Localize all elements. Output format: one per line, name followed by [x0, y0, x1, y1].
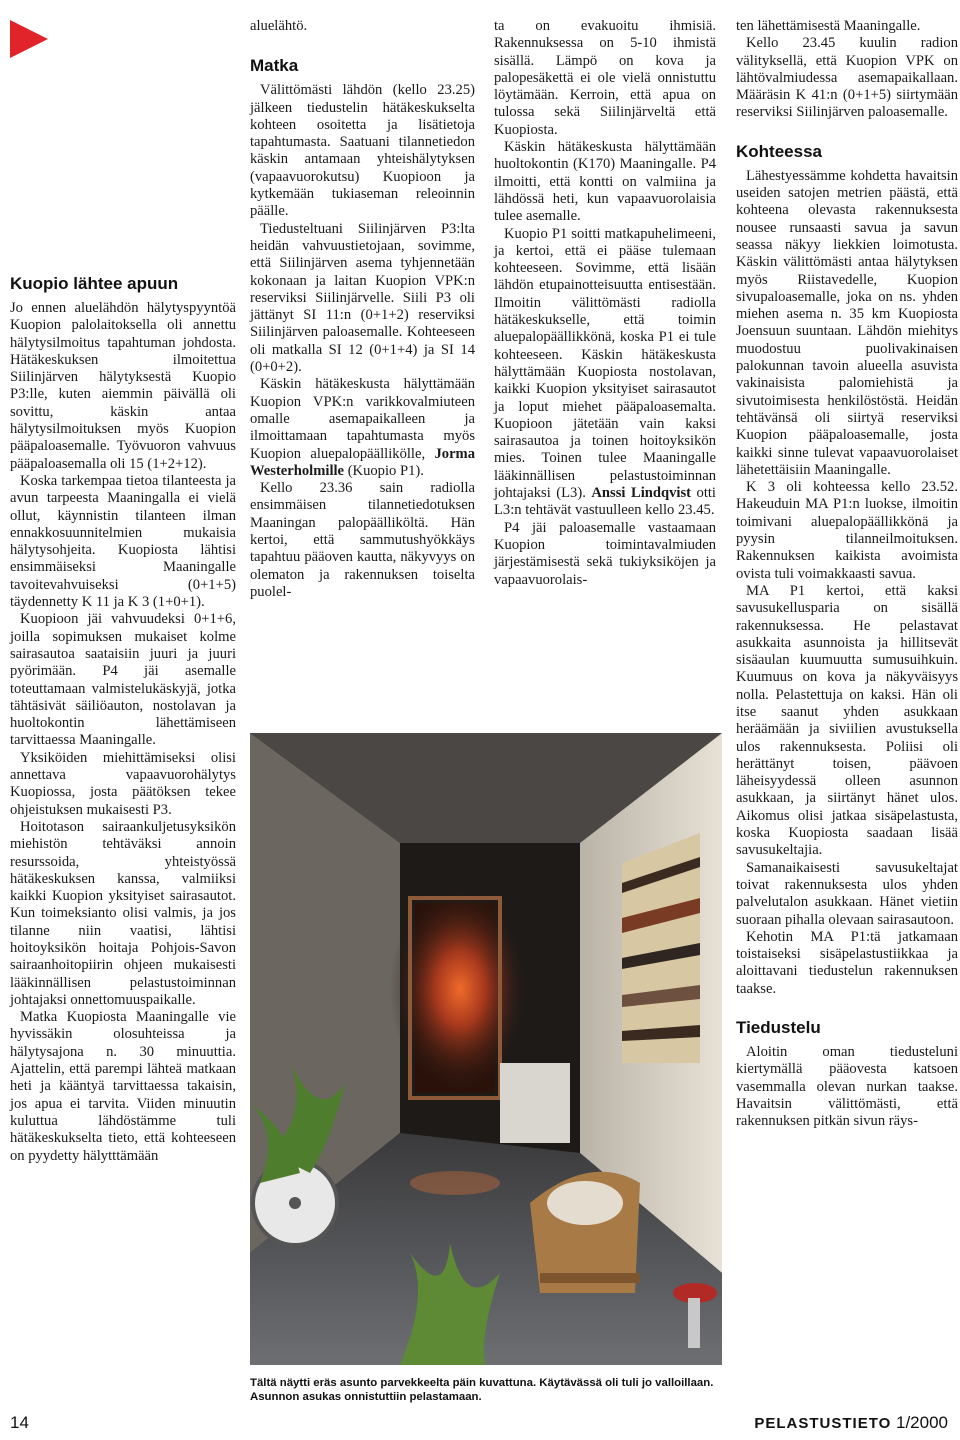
column-4 [736, 18, 958, 1131]
paragraph: Käskin hätäkeskusta hälyttämään huoltokontin (K170) Maaningalle. P4 ilmoitti, että kontti on valmiina ja lähdössä heti, kun vapaavuorolaisia tulee asemalle. [494, 139, 716, 225]
paragraph: aluelähtö. [250, 18, 308, 34]
paragraph: ten lähettämisestä Maaningalle. [736, 18, 921, 34]
photo-illustration [250, 733, 722, 1365]
fire-apartment-photo [250, 733, 722, 1365]
paragraph: Kuopioon jäi vahvuudeksi 0+1+6, joilla sopimuksen mukaiset kolme sairasautoa saataisiin juuri ja juuri pyörimään. P4 jäi asemalle toteuttamaan valmistelukäskyjä, jotka tähtäsivät säiliöauton, nostolavan ja huoltokontin lähettämiseen tarvittaessa Maaningalle. [10, 611, 236, 749]
paragraph: Yksiköiden miehittämiseksi olisi annettava vapaavuorohälytys Kuopiossa, josta päätöksen tekee ohjeistuksen mukaisesti P3. [10, 749, 236, 818]
paragraph: Aloitin oman tiedusteluni kiertymällä pääovesta katsoen vasemmalla olevan nurkan taakse. Havaitsin välittömästi, että rakennuksen pitkän sivun räys- [736, 1044, 958, 1130]
column-3 [494, 18, 716, 589]
heading-kohteessa: Kohteessa [736, 141, 822, 161]
paragraph: K 3 oli kohteessa kello 23.52. Hakeuduin MA P1:n luokse, ilmoitin toimivani aluepalopäällikkönä ja pyysin tilanneilmoituksen. Rakennuksen kaikista avoimista ovista tuli voimakkaasti savua. [736, 479, 958, 582]
person-name: Anssi Lindqvist [591, 485, 691, 502]
paragraph: Jo ennen aluelähdön hälytyspyyntöä Kuopion palolaitoksella oli annettu hälytysilmoitus tapahtuman johdosta. Hätäkeskuksen ilmoitettua Siilinjärven hälytyksestä Kuopio P3:lle, kuten aiemmin päivällä oli sovittu, käskin antaa hälytysilmoituksen myös Kuopion pääpaloasemalle. Työvuoron vahvuus pääpaloasemalla oli 15 (1+2+12). [10, 300, 236, 472]
heading-kuopio-lahtee-apuun: Kuopio lähtee apuun [10, 274, 179, 293]
text: (Kuopio P1). [347, 462, 424, 479]
dish-center [289, 1197, 301, 1209]
photo-caption: Tältä näytti eräs asunto parvekkeelta päin kuvattuna. Käytävässä oli tuli jo valloillaan. Asunnon asukas onnistuttiin pelastamaan. [250, 1377, 714, 1403]
paragraph: ta on evakuoitu ihmisiä. Rakennuksessa on 5-10 ihmistä sisällä. Lämpö on kova ja palopesäkettä ei ole vielä onnistuttu löytämään. Kerroin, että apua on tulossa sekä Siilinjärveltä että Kuopiosta. [494, 18, 716, 138]
heading-matka: Matka [250, 56, 299, 76]
paragraph: Lähestyessämme kohdetta havaitsin useiden satojen metrien päästä, että kohteena olevasta rakennuksesta nousee runsaasti savua ja savun seassa näkyy liekkien loimotusta. Käskin välittömästi antaa hälytyksen myös Riistavedelle, Kuopion sivupaloasemalle, joka on ns. yhden miehen asema n. 35 km Kuopiosta Joensuun suuntaan. Lähdön miehitys muodostuu puolivakinaisen palokunnan tavoin alueella asuvista vakinaisista palomiehistä ja sivutoimisesta henkilöstöstä. Heidän tehtävänsä oli siirtyä reserviksi Kuopion pääpaloasemalle, josta kaikki sinne tulevat vapaavuorolaiset lähetettäisiin Maaningalle. [736, 167, 958, 478]
paragraph: Kello 23.36 sain radiolla ensimmäisen tilannetiedotuksen Maaningan palopäälliköltä. Hän kertoi, että sammutushyökkäys tapahtuu pääoven kautta, näkyvyys on olematon ja rakennuksen toiselta puolel- [250, 480, 475, 600]
column-2 [250, 18, 475, 601]
paragraph [250, 376, 475, 480]
column-1 [10, 274, 236, 1165]
paragraph: Kello 23.45 kuulin radion välityksellä, että Kuopion VPK on lähtövalmiudessa asemapaikallaan. Määräsin K 41:n (0+1+5) siirtymään reserviksi Siilinjärven paloasemalle. [736, 35, 958, 121]
page-number: 14 [10, 1413, 29, 1432]
magazine-name: PELASTUSTIETO [754, 1415, 892, 1432]
person-name: Jorma Westerholmille [250, 445, 475, 479]
white-shelf [500, 1063, 570, 1143]
paragraph [494, 226, 716, 520]
paragraph: MA P1 kertoi, että kaksi savusukellusparia on sisällä rakennuksessa. He pelastavat asukkaita asunnoista ja hillitsevät sisäaulan kuumuutta sumusuihkuin. Kuumuus on kova ja näkyväisyys nolla. Pelastettuja on kaksi. Hän oli itse saanut yhden asukkaan heräämään ja siviilien avustuksella ulos rakennuksesta. Poliisi oli herättänyt toisen, päävoen läheisyydessä olleen asunnon asukkaan, ja siirtänyt hänet ulos. Aikomus olisi jatkaa sisäpelastusta, koska Kuopiosta saadaan lisää savusukeltajia. [736, 582, 958, 859]
paragraph: Tiedusteltuani Siilinjärven P3:lta heidän vahvuustietojaan, sovimme, että Siilinjärven asema tyhjennetään kokonaan ja laitan Kuopion VPK:n reserviksi Siilinjärvelle. Siili P3 oli jättänyt SI 11:n (0+1+2) reserviksi Siilinjärven paloasemalle. Kohteeseen oli matkalla SI 12 (0+1+4) ja SI 14 (0+0+2). [250, 220, 475, 376]
paragraph: Koska tarkempaa tietoa tilanteesta ja avun tarpeesta Maaningalla ei vielä ollut, käynnistin tilanteen ilman ennakkosuunnitelmien mukaisia hälytysohjeita. Kuopiosta lähtisi ensimmäiseksi Maaningalle tavoitevahvuiseksi (0+1+5) täydennetty K 11 ja K 3 (1+0+1). [10, 472, 236, 611]
text: Käskin hätäkeskusta hälyttämään Kuopion VPK:n varikkovalmiuteen omalle asemapaikalleen ja ilmoittamaan tapahtumasta myös Kuopion aluepalopäällikölle, [250, 376, 475, 462]
heading-tiedustelu: Tiedustelu [736, 1018, 821, 1038]
paragraph: Kehotin MA P1:tä jatkamaan toistaiseksi sisäpelastustiikkaa ja aloittavani tiedustelun rakennuksen taakse. [736, 928, 958, 997]
floor-reflection [410, 1171, 500, 1195]
paragraph: Samanaikaisesti savusukeltajat toivat rakennuksesta ulos yhden palvelutalon asukkaan. Hänet vietiin suoraan pihalla olevaan sairasautoon. [736, 859, 958, 928]
text: otti L3:n tehtävät vastuulleen kello 23.45. [494, 485, 716, 519]
issue-number: 1/2000 [896, 1413, 948, 1432]
section-marker-arrow-icon [10, 20, 48, 58]
text: Kuopio P1 soitti matkapuhelimeeni, ja kertoi, että ei pääse tulemaan kohteeseen. Sovimme, että lisään lähdön etupainotteisuutta entisestään. Ilmoitin välittömästi radiolla hätäkeskukselle, että toimin aluepalopäällikkönä, koska P1 ei tule kohteeseen. Käskin hätäkeskusta hälyttämään Kuopiosta nostolavan, kaikki Kuopion yksityiset sairasautot ja loput miehet pääpaloasemalta. Kuopioon jätetään vain kaksi sairasautoa ja toinen hoitoyksikön mies. Toinen tulee Maaningalle lääkinnällisen pelastustoiminnan johtajaksi (L3). [494, 225, 716, 502]
magazine-footer [754, 1413, 948, 1433]
paragraph: Välittömästi lähdön (kello 23.25) jälkeen tiedustelin hätäkeskukselta kohteen osoitetta ja lisätietoja tapahtumasta. Saatuani tilannetiedon käskin antamaan yhteishälytyksen (vapaavuorokutsu) Kuopioon ja kytkemään tukiaseman releoinnin päälle. [250, 82, 475, 220]
stool-legs [688, 1298, 700, 1348]
striped-wall-rug [622, 833, 700, 1063]
paragraph: Matka Kuopiosta Maaningalle vie hyvissäkin olosuhteissa ja hälytysajona n. 30 minuuttia. Ajattelin, että parempi lähteä matkaan heti ja kääntyä tarvittaessa takaisin, jos apua ei tarvita. Viiden minuutin kuluttua lähdöstämme tuli hätäkeskukselta tieto, että kohteeseen on pyydetty hälytttämään [10, 1009, 236, 1164]
paragraph: P4 jäi paloasemalle vastaamaan Kuopion toimintavalmiuden järjestämisestä sekä tukiyksiköjen ja vapaavuorolais- [494, 519, 716, 588]
paragraph: Hoitotason sairaankuljetusyksikön miehistön tehtäväksi annoin resurssoida, yhteistyössä hätäkeskuksen kanssa, valmiiksi kaikki Kuopion yksityiset sairasautot. Kun toimeksianto olisi valmis, ja jos tilanne niin vaatisi, lähtisi hoitoyksikön hoitaja Pohjois-Savon sairaanhoitopiirin ohjeen mukaisesti lääkinnällisen pelastustoiminnan johtajaksi onnettomuuspaikalle. [10, 818, 236, 1008]
